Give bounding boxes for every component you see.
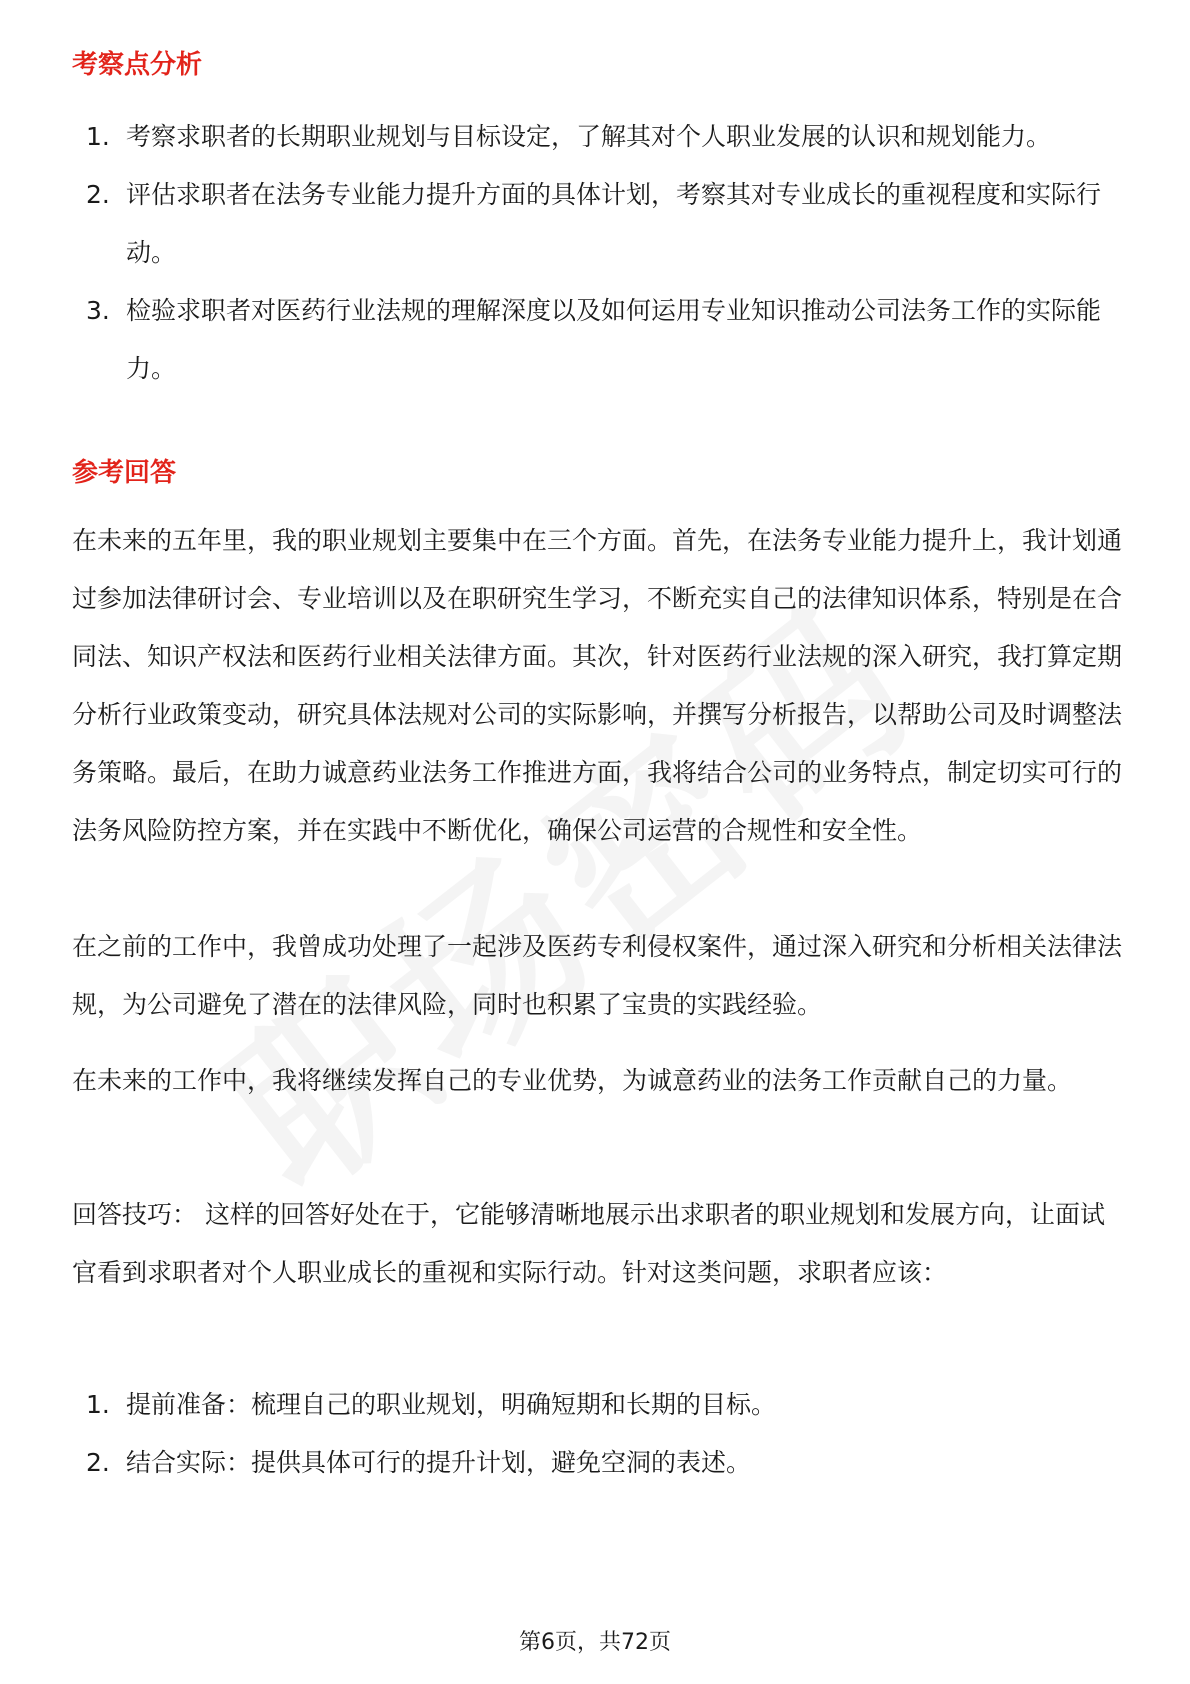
list-item (72, 166, 1122, 282)
answer-heading: 参考回答 (72, 458, 177, 488)
list-item-number: 2. (86, 1448, 110, 1477)
list-item-text: 检验求职者对医药行业法规的理解深度以及如何运用专业知识推动公司法务工作的实际能力。 (126, 296, 1102, 383)
list-item-text: 提前准备：梳理自己的职业规划，明确短期和长期的目标。 (126, 1390, 777, 1419)
list-item-number: 1. (86, 1390, 110, 1419)
list-item (72, 108, 1122, 166)
list-item-number: 2. (86, 180, 110, 209)
list-item (72, 1434, 1122, 1492)
page-number: 第6页，共72页 (519, 1630, 671, 1655)
analysis-heading: 考察点分析 (72, 50, 203, 80)
list-item (72, 1376, 1122, 1434)
list-item-text: 考察求职者的长期职业规划与目标设定，了解其对个人职业发展的认识和规划能力。 (126, 122, 1052, 151)
list-item-text: 评估求职者在法务专业能力提升方面的具体计划，考察其对专业成长的重视程度和实际行动。 (126, 180, 1102, 267)
answer-paragraph: 在未来的五年里，我的职业规划主要集中在三个方面。首先，在法务专业能力提升上，我计划通过参加法律研讨会、专业培训以及在职研究生学习，不断充实自己的法律知识体系，特别是在合同法、知识产权法和医药行业相关法律方面。其次，针对医药行业法规的深入研究，我打算定期分析行业政策变动，研究具体法规对公司的实际影响，并撰写分析报告，以帮助公司及时调整法务策略。最后，在助力诚意药业法务工作推进方面，我将结合公司的业务特点，制定切实可行的法务风险防控方案，并在实践中不断优化，确保公司运营的合规性和安全性。 (72, 526, 1123, 845)
answer-paragraph: 在之前的工作中，我曾成功处理了一起涉及医药专利侵权案件，通过深入研究和分析相关法律法规，为公司避免了潜在的法律风险，同时也积累了宝贵的实践经验。 (72, 932, 1123, 1019)
list-item-number: 1. (86, 122, 110, 151)
tips-list (72, 1376, 1122, 1492)
analysis-list (72, 108, 1122, 398)
answer-paragraph: 在未来的工作中，我将继续发挥自己的专业优势，为诚意药业的法务工作贡献自己的力量。 (72, 1066, 1073, 1095)
list-item (72, 282, 1122, 398)
tips-paragraph: 回答技巧： 这样的回答好处在于，它能够清晰地展示出求职者的职业规划和发展方向，让面试官看到求职者对个人职业成长的重视和实际行动。针对这类问题，求职者应该： (72, 1200, 1105, 1287)
list-item-number: 3. (86, 296, 110, 325)
list-item-text: 结合实际：提供具体可行的提升计划，避免空洞的表述。 (126, 1448, 752, 1477)
